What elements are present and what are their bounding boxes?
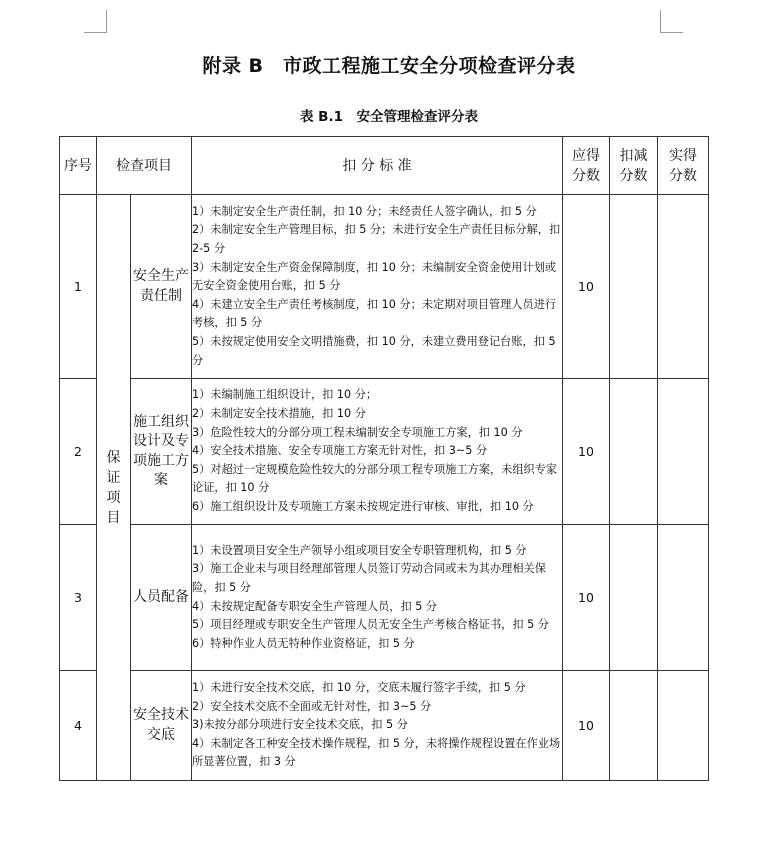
standard-line: 4）未按规定配备专职安全生产管理人员，扣 5 分	[192, 599, 438, 613]
row-standards	[192, 195, 563, 379]
header-seq: 序号	[60, 137, 97, 195]
row-due-score: 10	[563, 379, 610, 525]
table-row	[60, 525, 709, 671]
row-seq: 3	[60, 525, 97, 671]
appendix-title: 附录 B 市政工程施工安全分项检查评分表	[202, 55, 576, 77]
row-item: 人员配备	[131, 525, 192, 671]
table-row	[60, 195, 709, 379]
standard-line: 6）特种作业人员无特种作业资格证，扣 5 分	[192, 636, 415, 650]
standard-line: 2）未制定安全技术措施，扣 10 分	[192, 407, 366, 421]
standard-line: 1）未设置项目安全生产领导小组或项目安全专职管理机构，扣 5 分	[192, 543, 527, 557]
row-standards	[192, 379, 563, 525]
row-due-score: 10	[563, 671, 610, 781]
standard-line: 2）安全技术交底不全面或无针对性，扣 3~5 分	[192, 699, 432, 713]
table-row	[60, 379, 709, 525]
row-seq: 1	[60, 195, 97, 379]
row-item: 安全生产责任制	[131, 195, 192, 379]
page-corner-mark-right	[660, 10, 683, 33]
header-due-score	[563, 137, 610, 195]
row-seq: 2	[60, 379, 97, 525]
standard-line: 2）未制定安全生产管理目标，扣 5 分；未进行安全生产责任目标分解，扣 2-5 分	[192, 223, 561, 256]
standard-line: 1）未编制施工组织设计，扣 10 分；	[192, 388, 378, 402]
row-actual-score[interactable]	[658, 379, 709, 525]
standard-line: 1）未制定安全生产责任制，扣 10 分；未经责任人签字确认，扣 5 分	[192, 204, 537, 218]
header-check-item: 检查项目	[97, 137, 192, 195]
row-standards	[192, 525, 563, 671]
header-deduction-standard: 扣 分 标 准	[192, 137, 563, 195]
row-actual-score[interactable]	[658, 195, 709, 379]
row-deducted-score[interactable]	[610, 525, 658, 671]
standard-line: 6）施工组织设计及专项施工方案未按规定进行审核、审批，扣 10 分	[192, 499, 534, 513]
row-deducted-score[interactable]	[610, 671, 658, 781]
standard-line: 1）未进行安全技术交底，扣 10 分，交底未履行签字手续，扣 5 分	[192, 681, 526, 695]
row-due-score: 10	[563, 525, 610, 671]
table-row	[60, 671, 709, 781]
page-corner-mark-left	[84, 10, 107, 33]
row-item: 安全技术交底	[131, 671, 192, 781]
standard-line: 4）未建立安全生产责任考核制度，扣 10 分；未定期对项目管理人员进行考核，扣 5 分	[192, 297, 557, 330]
row-actual-score[interactable]	[658, 671, 709, 781]
standard-line: 3）危险性较大的分部分项工程未编制安全专项施工方案，扣 10 分	[192, 425, 523, 439]
row-actual-score[interactable]	[658, 525, 709, 671]
header-deducted-score-label: 扣减分数	[619, 147, 648, 184]
category-label: 保证项目	[106, 449, 121, 526]
category-cell	[97, 195, 131, 781]
table-title: 表 B.1 安全管理检查评分表	[299, 109, 478, 125]
standard-line: 5）项目经理或专职安全生产管理人员无安全生产考核合格证书，扣 5 分	[192, 618, 549, 632]
row-seq: 4	[60, 671, 97, 781]
safety-management-score-table	[59, 136, 709, 781]
row-deducted-score[interactable]	[610, 195, 658, 379]
header-due-score-label: 应得分数	[572, 147, 600, 184]
standard-line: 5）对超过一定规模危险性较大的分部分项工程专项施工方案，未组织专家论证，扣 10 分	[192, 462, 558, 495]
row-due-score: 10	[563, 195, 610, 379]
table-header-row	[60, 137, 709, 195]
header-actual-score-label: 实得分数	[669, 147, 697, 184]
row-deducted-score[interactable]	[610, 379, 658, 525]
row-item: 施工组织设计及专项施工方案	[131, 379, 192, 525]
standard-line: 3）未制定安全生产资金保障制度，扣 10 分；未编制安全资金使用计划或无安全资金使用台账，扣 5 分	[192, 260, 557, 293]
row-standards	[192, 671, 563, 781]
standard-line: 4）未制定各工种安全技术操作规程，扣 5 分，未将操作规程设置在作业场所显著位置，扣 3 分	[192, 736, 561, 769]
standard-line: 3）施工企业未与项目经理部管理人员签订劳动合同或未为其办理相关保险，扣 5 分	[192, 562, 546, 594]
header-actual-score	[658, 137, 709, 195]
standard-line: 3)未按分部分项进行安全技术交底，扣 5 分	[192, 718, 408, 732]
standard-line: 4）安全技术措施、安全专项施工方案无针对性，扣 3~5 分	[192, 444, 488, 458]
standard-line: 5）未按规定使用安全文明措施费，扣 10 分，未建立费用登记台账，扣 5 分	[192, 334, 556, 367]
header-deducted-score	[610, 137, 658, 195]
